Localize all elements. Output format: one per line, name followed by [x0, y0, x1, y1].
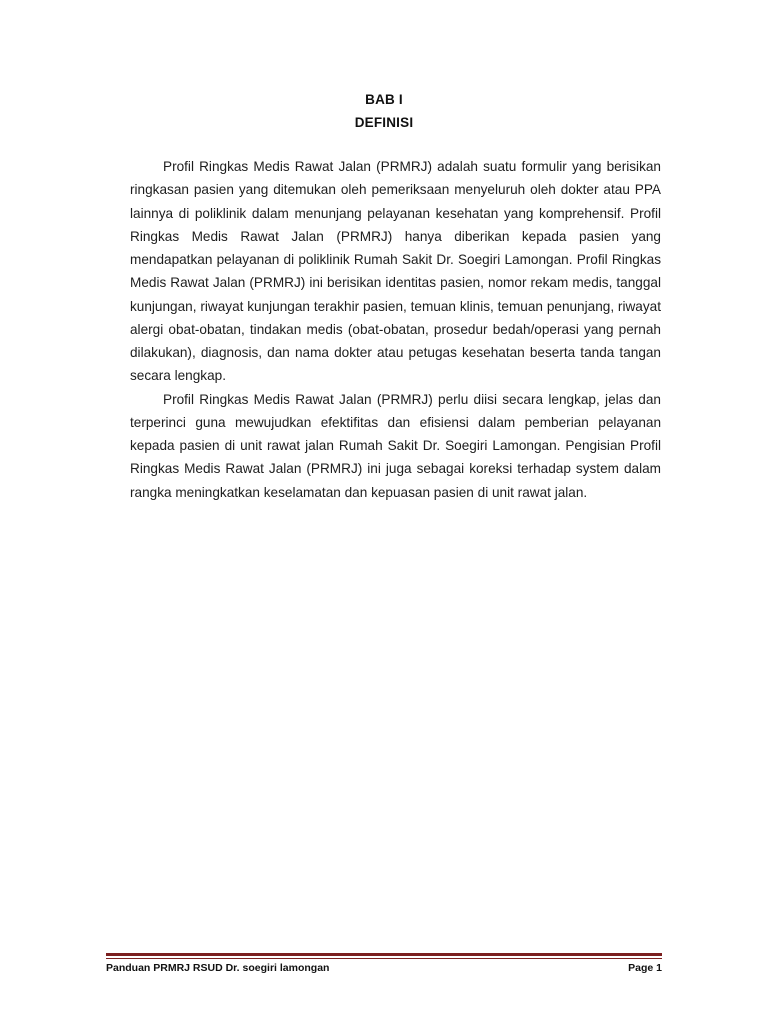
footer-rule-thick	[106, 953, 662, 956]
footer-page-number: Page 1	[628, 962, 662, 974]
chapter-heading: BAB I	[365, 92, 403, 107]
footer-rule-thin	[106, 958, 662, 959]
paragraph-1: Profil Ringkas Medis Rawat Jalan (PRMRJ) adalah suatu formulir yang berisikan ringkasan pasien yang ditemukan oleh pemeriksaan menyeluruh oleh dokter atau PPA lainnya di poliklinik dalam menunjang pelayanan kesehatan yang komprehensif. Profil Ringkas Medis Rawat Jalan (PRMRJ) hanya diberikan kepada pasien yang mendapatkan pelayanan di poliklinik Rumah Sakit Dr. Soegiri Lamongan. Profil Ringkas Medis Rawat Jalan (PRMRJ) ini berisikan identitas pasien, nomor rekam medis, tanggal kunjungan, riwayat kunjungan terakhir pasien, temuan klinis, temuan penunjang, riwayat alergi obat-obatan, tindakan medis (obat-obatan, prosedur bedah/operasi yang pernah dilakukan), diagnosis, dan nama dokter atau petugas kesehatan beserta tanda tangan secara lengkap.	[130, 159, 661, 384]
section-title: DEFINISI	[354, 115, 414, 130]
body-text	[130, 155, 661, 504]
footer-document-title: Panduan PRMRJ RSUD Dr. soegiri lamongan	[106, 962, 330, 974]
paragraph-2: Profil Ringkas Medis Rawat Jalan (PRMRJ) perlu diisi secara lengkap, jelas dan terperinci guna mewujudkan efektifitas dan efisiensi dalam pemberian pelayanan kepada pasien di unit rawat jalan Rumah Sakit Dr. Soegiri Lamongan. Pengisian Profil Ringkas Medis Rawat Jalan (PRMRJ) ini juga sebagai koreksi terhadap system dalam rangka meningkatkan keselamatan dan kepuasan pasien di unit rawat jalan.	[130, 391, 661, 500]
